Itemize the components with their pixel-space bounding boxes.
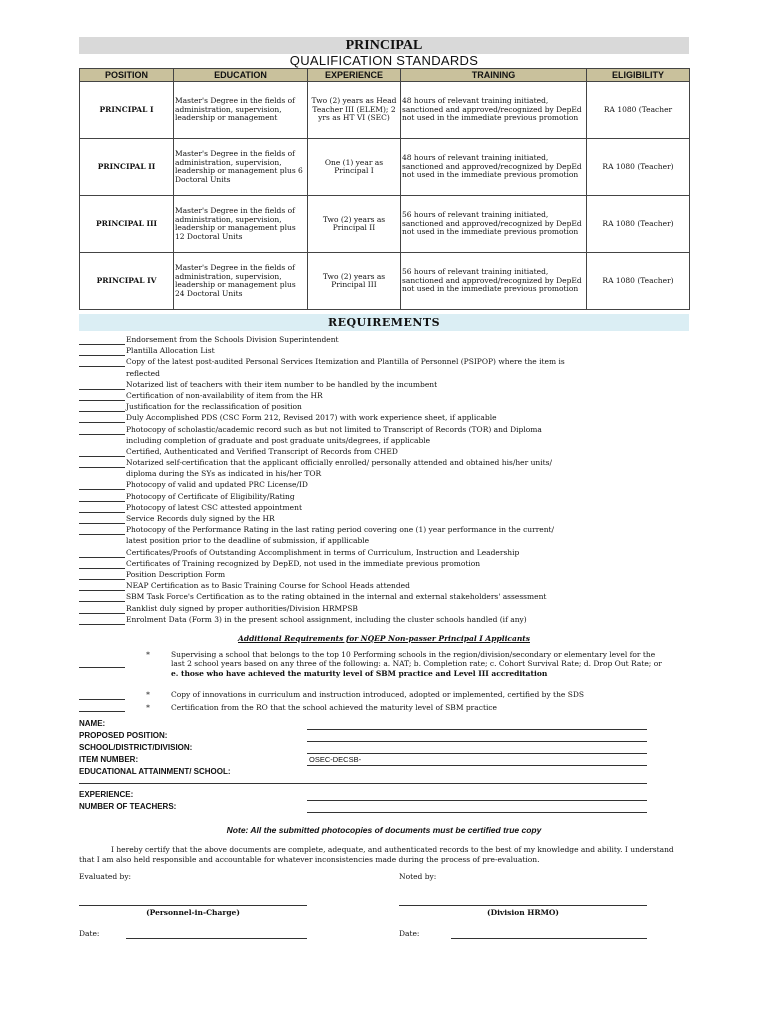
requirement-item bbox=[79, 479, 689, 490]
cell-training: 56 hours of relevant training initiated, sanctioned and approved/recognized by DepEd not used in the immediate previous promotion bbox=[401, 196, 587, 253]
requirement-item bbox=[79, 457, 689, 468]
cell-experience: Two (2) years as Principal III bbox=[308, 253, 401, 310]
requirement-item bbox=[79, 591, 689, 602]
check-blank[interactable] bbox=[79, 591, 125, 602]
additional-item-text: Certification from the RO that the school achieved the maturity level of SBM practice bbox=[171, 702, 497, 712]
requirement-text: Enrolment Data (Form 3) in the present school assignment, including the cluster schools handled (if any) bbox=[126, 614, 527, 624]
cell-position: PRINCIPAL II bbox=[80, 139, 174, 196]
info-teachers bbox=[79, 801, 689, 813]
requirement-item bbox=[79, 379, 689, 390]
cell-eligibility: RA 1080 (Teacher) bbox=[587, 253, 690, 310]
info-experience bbox=[79, 789, 689, 801]
check-blank[interactable] bbox=[79, 569, 125, 580]
column-header: ELIGIBILITY bbox=[587, 69, 690, 82]
requirement-item bbox=[79, 491, 689, 502]
requirement-item bbox=[79, 401, 689, 412]
check-blank[interactable] bbox=[79, 502, 125, 513]
check-blank[interactable] bbox=[79, 479, 125, 490]
cell-education: Master's Degree in the fields of administration, supervision, leadership or management plus 6 Doctoral Units bbox=[174, 139, 308, 196]
blank-spacer bbox=[79, 435, 125, 445]
info-attainment bbox=[79, 766, 689, 778]
cell-experience: One (1) year as Principal I bbox=[308, 139, 401, 196]
cell-eligibility: RA 1080 (Teacher) bbox=[587, 196, 690, 253]
cell-experience: Two (2) years as Principal II bbox=[308, 196, 401, 253]
bullet-star: * bbox=[146, 649, 150, 659]
cell-training: 56 hours of relevant training initiated, sanctioned and approved/recognized by DepEd not used in the immediate previous promotion bbox=[401, 253, 587, 310]
check-blank[interactable] bbox=[79, 390, 125, 401]
column-header: POSITION bbox=[80, 69, 174, 82]
requirement-text: reflected bbox=[126, 368, 160, 378]
cell-training: 48 hours of relevant training initiated, sanctioned and approved/recognized by DepEd not used in the immediate previous promotion bbox=[401, 139, 587, 196]
additional-item-text: Supervising a school that belongs to the top 10 Performing schools in the region/division/secondary or elementary level for the last 2 school years based on any three of the following: a. NAT; b. Completion rate; c. Cohort Survival Rate; d. Drop Out Rate; or e. those who have achieved the maturity level of SBM practice and Level III accreditation bbox=[171, 649, 662, 678]
requirement-item bbox=[79, 446, 689, 457]
check-blank[interactable] bbox=[79, 401, 125, 412]
applicant-info bbox=[79, 718, 689, 813]
experience-label: EXPERIENCE: bbox=[79, 790, 134, 800]
requirement-item bbox=[79, 356, 689, 367]
check-blank[interactable] bbox=[79, 547, 125, 558]
requirement-text: Certificates of Training recognized by DepED, not used in the immediate previous promotion bbox=[126, 558, 481, 568]
additional-item bbox=[79, 690, 689, 700]
requirement-item bbox=[79, 524, 689, 535]
requirement-item bbox=[79, 558, 689, 569]
column-header: EDUCATION bbox=[174, 69, 308, 82]
requirement-text: Photocopy of latest CSC attested appointment bbox=[126, 502, 302, 512]
signature-block bbox=[79, 872, 689, 982]
blank-spacer bbox=[79, 468, 125, 478]
requirement-text: Service Records duly signed by the HR bbox=[126, 514, 275, 523]
cell-education: Master's Degree in the fields of administration, supervision, leadership or management plus 24 Doctoral Units bbox=[174, 253, 308, 310]
requirement-item bbox=[79, 580, 689, 591]
check-blank[interactable] bbox=[79, 650, 125, 679]
check-blank[interactable] bbox=[79, 580, 125, 591]
cell-eligibility: RA 1080 (Teacher bbox=[587, 82, 690, 139]
noted-by-label: Noted by: bbox=[399, 872, 437, 882]
cell-position: PRINCIPAL I bbox=[80, 82, 174, 139]
certification-statement: I hereby certify that the above documents are complete, adequate, and authenticated records to the best of my knowledge and ability. I understand that I am also held responsible and accountable for whatever inconsistencies made during the process of pre-evaluation. bbox=[79, 845, 674, 864]
cell-education: Master's Degree in the fields of administration, supervision, leadership or management plus 12 Doctoral Units bbox=[174, 196, 308, 253]
requirement-item bbox=[79, 390, 689, 401]
check-blank[interactable] bbox=[79, 457, 125, 468]
cell-position: PRINCIPAL III bbox=[80, 196, 174, 253]
cell-education: Master's Degree in the fields of administration, supervision, leadership or management bbox=[174, 82, 308, 139]
cell-experience: Two (2) years as Head Teacher III (ELEM); 2 yrs as HT VI (SEC) bbox=[308, 82, 401, 139]
table-header-row bbox=[80, 69, 690, 82]
info-name bbox=[79, 718, 689, 730]
requirement-item bbox=[79, 513, 689, 524]
requirement-item bbox=[79, 502, 689, 513]
cell-position: PRINCIPAL IV bbox=[80, 253, 174, 310]
check-blank[interactable] bbox=[79, 558, 125, 569]
requirement-item bbox=[79, 603, 689, 614]
cell-eligibility: RA 1080 (Teacher) bbox=[587, 139, 690, 196]
date-field-left[interactable] bbox=[126, 938, 307, 939]
name-label: NAME: bbox=[79, 719, 106, 729]
check-blank[interactable] bbox=[79, 379, 125, 390]
requirement-text: Certificates/Proofs of Outstanding Accomplishment in terms of Curriculum, Instruction and Leadership bbox=[126, 547, 520, 557]
check-blank[interactable] bbox=[79, 334, 125, 345]
requirement-continuation bbox=[79, 435, 689, 446]
requirement-item bbox=[79, 412, 689, 423]
check-blank[interactable] bbox=[79, 614, 125, 625]
additional-item-text: Copy of innovations in curriculum and instruction introduced, adopted or implemented, certified by the SDS bbox=[171, 690, 585, 700]
additional-item bbox=[79, 703, 689, 713]
date-label-left: Date: bbox=[79, 929, 100, 939]
check-blank[interactable] bbox=[79, 524, 125, 535]
table-row bbox=[80, 139, 690, 196]
requirements-heading: REQUIREMENTS bbox=[79, 314, 689, 331]
check-blank[interactable] bbox=[79, 412, 125, 423]
date-label-right: Date: bbox=[399, 929, 420, 939]
requirement-text: Plantilla Allocation List bbox=[126, 346, 215, 356]
requirement-item bbox=[79, 614, 689, 625]
requirement-continuation bbox=[79, 468, 689, 479]
teachers-label: NUMBER OF TEACHERS: bbox=[79, 802, 177, 812]
table-row bbox=[80, 196, 690, 253]
requirement-text: Certified, Authenticated and Verified Transcript of Records from CHED bbox=[126, 446, 398, 456]
requirement-text: Photocopy of scholastic/academic record such as but not limited to Transcript of Records (TOR) and Diploma bbox=[126, 424, 542, 434]
school-label: SCHOOL/DISTRICT/DIVISION: bbox=[79, 743, 193, 753]
requirement-text: Certification of non-availability of item from the HR bbox=[126, 390, 323, 400]
requirements-checklist bbox=[79, 334, 689, 625]
teachers-field[interactable] bbox=[307, 812, 647, 813]
evaluated-by-label: Evaluated by: bbox=[79, 872, 132, 882]
requirement-text: Photocopy of Certificate of Eligibility/Rating bbox=[126, 491, 295, 501]
check-blank[interactable] bbox=[79, 603, 125, 614]
check-blank[interactable] bbox=[79, 424, 125, 435]
requirement-item bbox=[79, 334, 689, 345]
evaluator-signature-line[interactable] bbox=[79, 905, 307, 906]
requirement-text: Copy of the latest post-audited Personal Services Itemization and Plantilla of Personnel (PSIPOP) where the item is bbox=[126, 357, 565, 367]
item-number-value: OSEC-DECSB- bbox=[309, 755, 362, 765]
bullet-star: * bbox=[146, 690, 150, 700]
requirement-item bbox=[79, 547, 689, 558]
requirement-text: Justification for the reclassification of position bbox=[126, 402, 302, 412]
blank-spacer bbox=[79, 535, 125, 545]
date-field-right[interactable] bbox=[451, 938, 647, 939]
requirement-text: Notarized self-certification that the applicant officially enrolled/ personally attended and obtained his/her units/ bbox=[126, 458, 553, 468]
requirement-item bbox=[79, 569, 689, 580]
info-school bbox=[79, 742, 689, 754]
table-row bbox=[80, 82, 690, 139]
check-blank[interactable] bbox=[79, 690, 125, 700]
requirement-text: Photocopy of valid and updated PRC License/ID bbox=[126, 480, 308, 490]
requirement-text: Photocopy of the Performance Rating in the last rating period covering one (1) year performance in the current/ bbox=[126, 525, 555, 535]
division-hrmo-label: (Division HRMO) bbox=[487, 908, 559, 918]
requirement-text: diploma during the SYs as indicated in his/her TOR bbox=[126, 469, 322, 479]
blank-spacer bbox=[79, 368, 125, 378]
requirement-continuation bbox=[79, 535, 689, 546]
page-title: PRINCIPAL bbox=[79, 37, 689, 54]
requirement-text: Position Description Form bbox=[126, 569, 226, 579]
check-blank[interactable] bbox=[79, 513, 125, 524]
check-blank[interactable] bbox=[79, 491, 125, 502]
requirement-text: Endorsement from the Schools Division Superintendent bbox=[126, 335, 339, 344]
proposed-position-label: PROPOSED POSITION: bbox=[79, 731, 168, 741]
requirement-text: Ranklist duly signed by proper authorities/Division HRMPSB bbox=[126, 603, 358, 613]
attainment-field[interactable] bbox=[79, 783, 647, 784]
qualification-table bbox=[79, 68, 690, 310]
attainment-label: EDUCATIONAL ATTAINMENT/ SCHOOL: bbox=[79, 767, 231, 777]
requirement-text: SBM Task Force's Certification as to the rating obtained in the internal and external stakeholders' assessment bbox=[126, 592, 547, 602]
check-blank[interactable] bbox=[79, 356, 125, 367]
info-proposed-position bbox=[79, 730, 689, 742]
check-blank[interactable] bbox=[79, 446, 125, 457]
check-blank[interactable] bbox=[79, 703, 125, 713]
requirement-item bbox=[79, 424, 689, 435]
certification-note: Note: All the submitted photocopies of documents must be certified true copy bbox=[226, 825, 542, 836]
requirement-text: including completion of graduate and post graduate units/degrees, if applicable bbox=[126, 435, 431, 445]
bullet-star: * bbox=[146, 702, 150, 712]
additional-requirements-title: Additional Requirements for NQEP Non-passer Principal I Applicants bbox=[238, 633, 530, 643]
requirement-continuation bbox=[79, 368, 689, 379]
additional-item bbox=[79, 650, 689, 679]
requirement-text: latest position prior to the deadline of submission, if appllicable bbox=[126, 536, 370, 546]
column-header: TRAINING bbox=[401, 69, 587, 82]
info-item-number bbox=[79, 754, 689, 766]
requirement-text: Duly Accomplished PDS (CSC Form 212, Revised 2017) with work experience sheet, if applicable bbox=[126, 413, 497, 423]
qualification-form bbox=[79, 37, 689, 982]
check-blank[interactable] bbox=[79, 345, 125, 356]
requirement-item bbox=[79, 345, 689, 356]
page-subtitle: QUALIFICATION STANDARDS bbox=[289, 53, 479, 68]
column-header: EXPERIENCE bbox=[308, 69, 401, 82]
requirement-text: Notarized list of teachers with their item number to be handled by the incumbent bbox=[126, 379, 438, 389]
hrmo-signature-line[interactable] bbox=[399, 905, 647, 906]
personnel-in-charge-label: (Personnel-in-Charge) bbox=[146, 908, 240, 918]
requirement-text: NEAP Certification as to Basic Training Course for School Heads attended bbox=[126, 581, 410, 591]
table-row bbox=[80, 253, 690, 310]
item-number-label: ITEM NUMBER: bbox=[79, 755, 139, 765]
cell-training: 48 hours of relevant training initiated, sanctioned and approved/recognized by DepEd not used in the immediate previous promotion bbox=[401, 82, 587, 139]
